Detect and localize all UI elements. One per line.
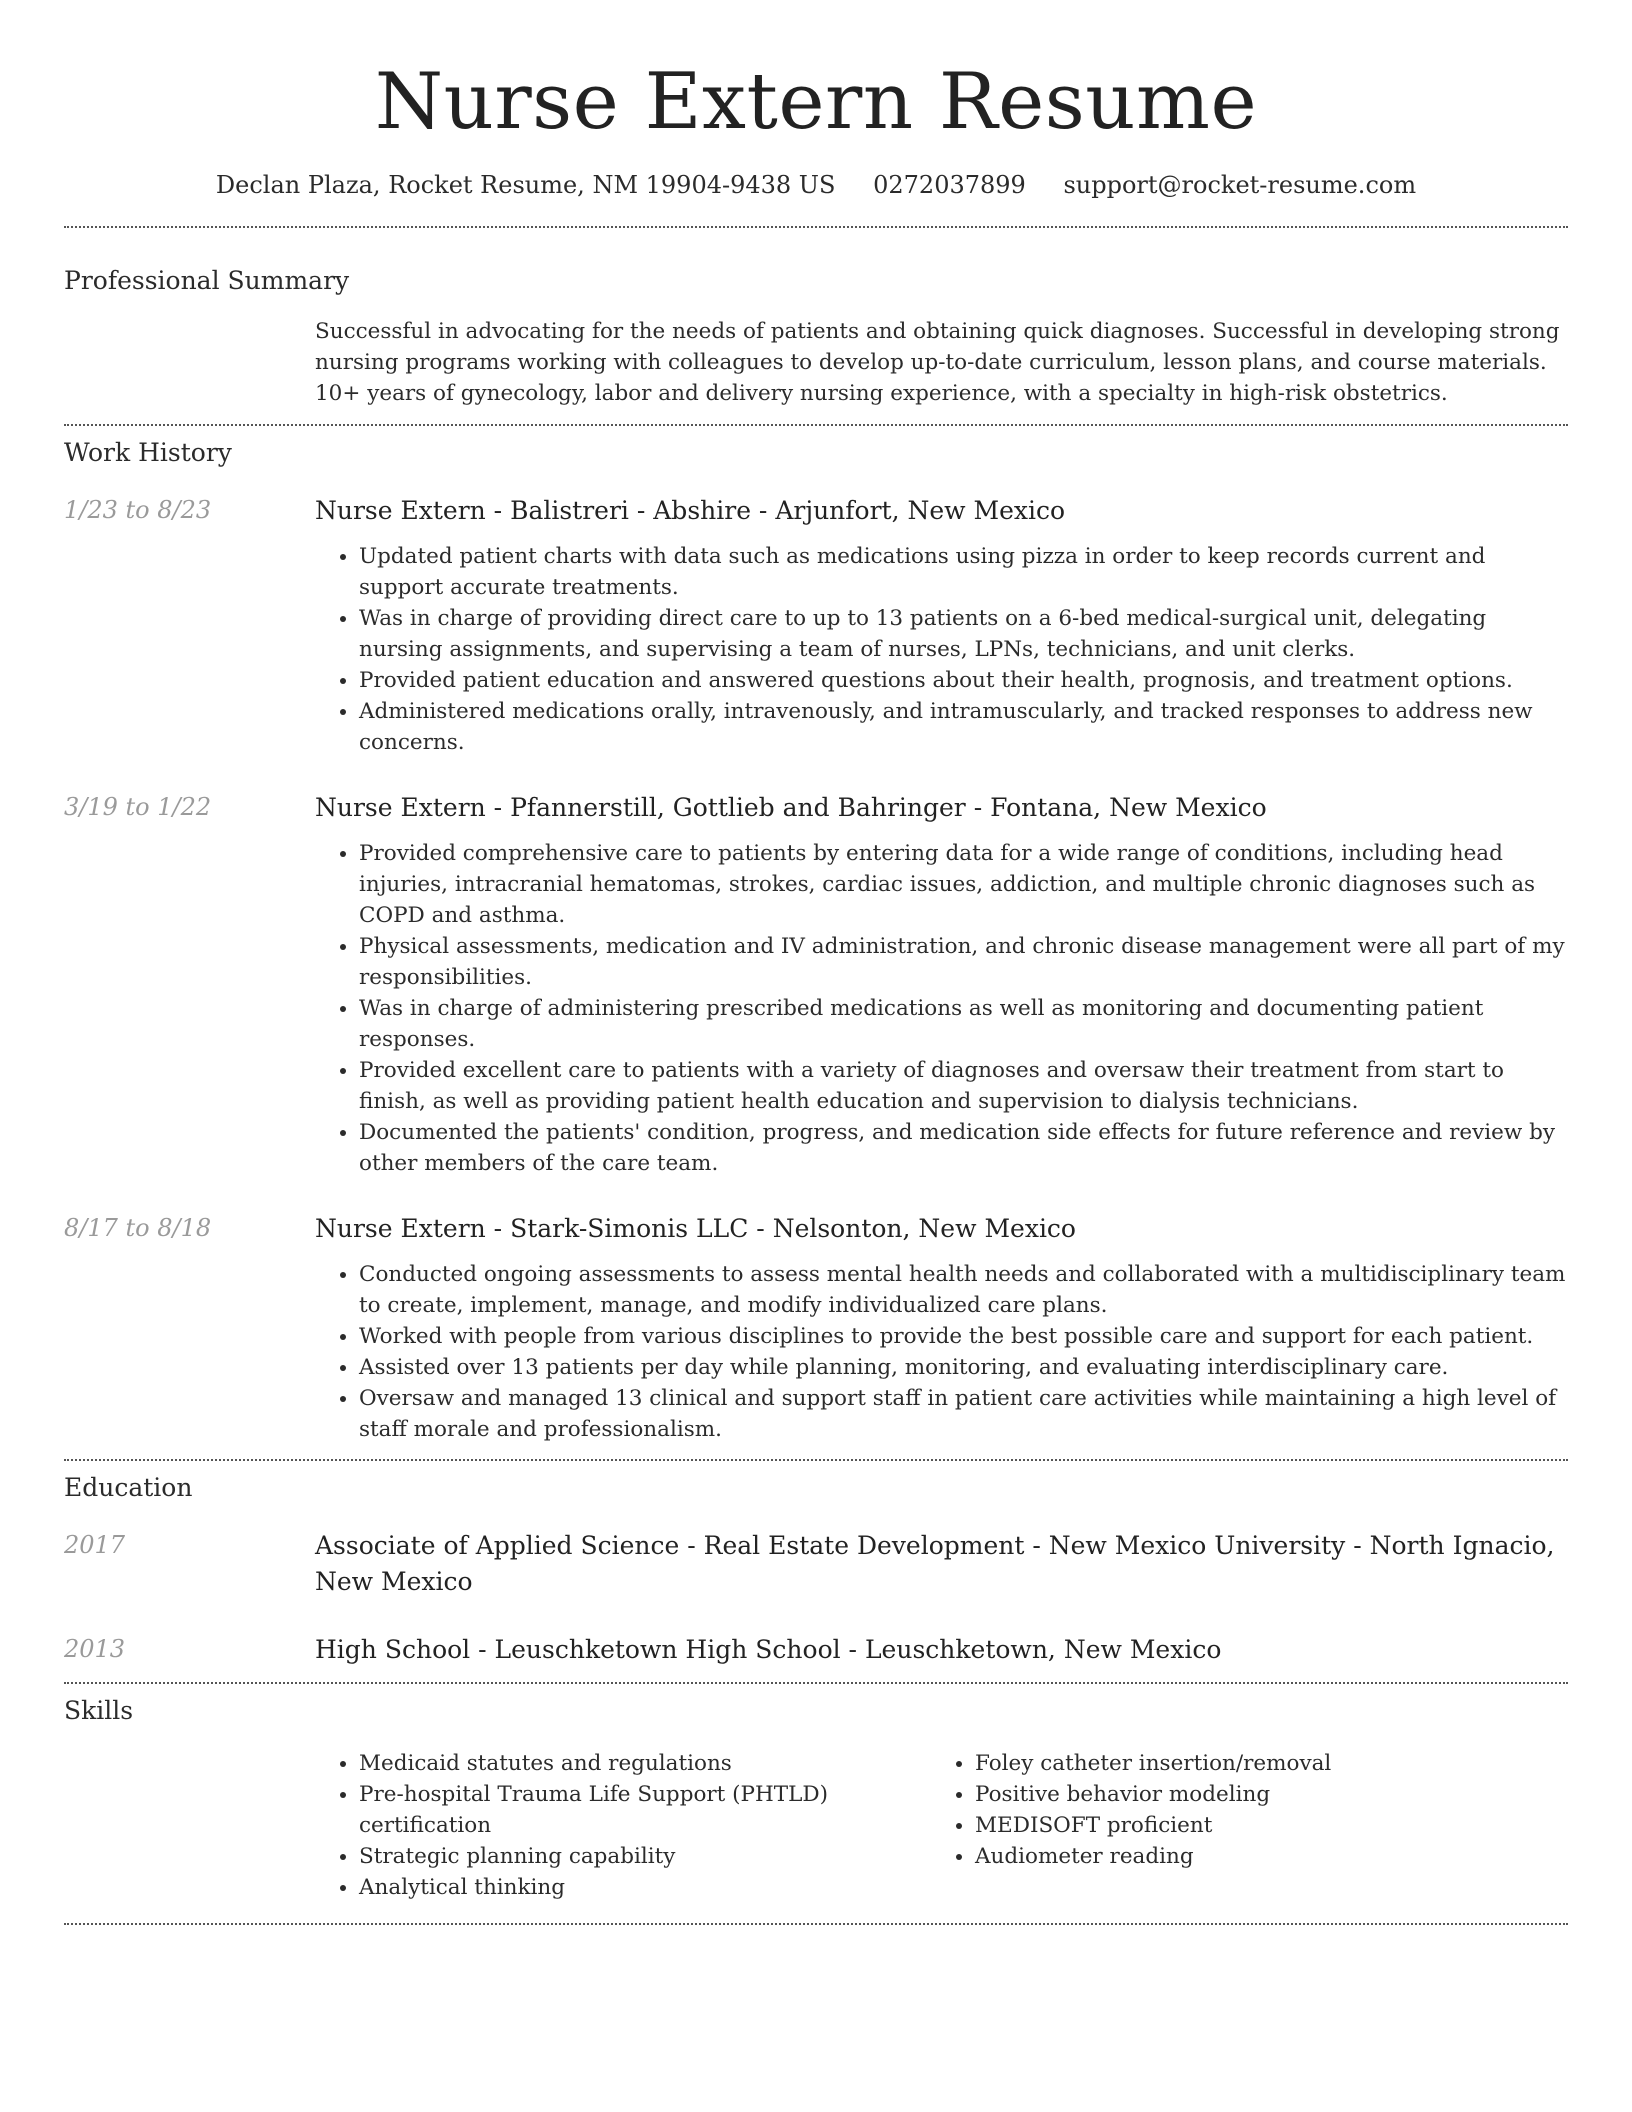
job-heading: Nurse Extern - Pfannerstill, Gottlieb and Bahringer - Fontana, New Mexico <box>315 793 1267 822</box>
contact-email: support@rocket-resume.com <box>1063 171 1417 199</box>
list-item: • Foley catheter insertion/removal <box>975 1748 1547 1779</box>
work-section <box>64 436 1568 1445</box>
contact-line <box>64 168 1568 202</box>
list-item: • Analytical thinking <box>359 1872 931 1903</box>
job-bullets <box>315 838 1568 1179</box>
job-entry <box>64 1211 1568 1445</box>
list-item: • Was in charge of administering prescribed medications as well as monitoring and documenting patient responses. <box>359 993 1568 1055</box>
divider <box>64 1459 1568 1461</box>
list-item: • Oversaw and managed 13 clinical and support staff in patient care activities while maintaining a high level of staff morale and professionalism. <box>359 1383 1568 1445</box>
list-item: • Updated patient charts with data such as medications using pizza in order to keep records current and support accurate treatments. <box>359 541 1568 603</box>
job-heading: Nurse Extern - Stark-Simonis LLC - Nelsonton, New Mexico <box>315 1214 1076 1243</box>
summary-text: Successful in advocating for the needs of patients and obtaining quick diagnoses. Successful in developing strong nursing programs working with colleagues to develop up-to-date curriculum, lesson plans, and course materials. 10+ years of gynecology, labor and delivery nursing experience, with a specialty in high-risk obstetrics. <box>315 319 1560 406</box>
divider <box>64 226 1568 228</box>
list-item: • Medicaid statutes and regulations <box>359 1748 931 1779</box>
job-dates: 8/17 to 8/18 <box>64 1214 212 1242</box>
list-item: • Pre-hospital Trauma Life Support (PHTLD) certification <box>359 1779 931 1841</box>
job-entry <box>64 790 1568 1179</box>
list-item: • Worked with people from various disciplines to provide the best possible care and support for each patient. <box>359 1321 1568 1352</box>
list-item: • Provided patient education and answered questions about their health, prognosis, and treatment options. <box>359 665 1568 696</box>
list-item: • Assisted over 13 patients per day while planning, monitoring, and evaluating interdisciplinary care. <box>359 1352 1568 1383</box>
job-heading: Nurse Extern - Balistreri - Abshire - Arjunfort, New Mexico <box>315 496 1066 525</box>
divider <box>64 1682 1568 1684</box>
list-item: • Physical assessments, medication and IV administration, and chronic disease management were all part of my responsibilities. <box>359 931 1568 993</box>
skills-list <box>315 1748 931 1903</box>
list-item: • Provided excellent care to patients with a variety of diagnoses and oversaw their treatment from start to finish, as well as providing patient health education and supervision to dialysis technicians. <box>359 1055 1568 1117</box>
list-item: • Documented the patients' condition, progress, and medication side effects for future reference and review by other members of the care team. <box>359 1117 1568 1179</box>
divider <box>64 424 1568 426</box>
job-bullets <box>315 541 1568 758</box>
contact-address: Declan Plaza, Rocket Resume, NM 19904-9438 US <box>215 171 836 199</box>
list-item: • Positive behavior modeling <box>975 1779 1547 1810</box>
skills-section <box>64 1694 1568 1903</box>
education-heading: Associate of Applied Science - Real Estate Development - New Mexico University - North Ignacio, New Mexico <box>315 1531 1555 1596</box>
skills-column-1 <box>315 1748 931 1903</box>
education-entry <box>64 1528 1568 1600</box>
job-dates: 3/19 to 1/22 <box>64 793 212 821</box>
list-item: • Was in charge of providing direct care to up to 13 patients on a 6-bed medical-surgical unit, delegating nursing assignments, and supervising a team of nurses, LPNs, technicians, and unit clerks. <box>359 603 1568 665</box>
section-title-skills: Skills <box>64 1696 134 1725</box>
education-entry <box>64 1632 1568 1668</box>
list-item: • Audiometer reading <box>975 1841 1547 1872</box>
list-item: • Strategic planning capability <box>359 1841 931 1872</box>
divider <box>64 1923 1568 1925</box>
job-dates: 1/23 to 8/23 <box>64 496 212 524</box>
contact-phone: 0272037899 <box>873 171 1026 199</box>
job-entry <box>64 493 1568 758</box>
education-year: 2017 <box>64 1531 126 1559</box>
skills-list <box>931 1748 1547 1872</box>
section-title-education: Education <box>64 1473 193 1502</box>
education-heading: High School - Leuschketown High School - Leuschketown, New Mexico <box>315 1635 1222 1664</box>
summary-section <box>64 264 1568 409</box>
list-item: • Provided comprehensive care to patients by entering data for a wide range of conditions, including head injuries, intracranial hematomas, strokes, cardiac issues, addiction, and multiple chronic diagnoses such as COPD and asthma. <box>359 838 1568 931</box>
list-item: • Conducted ongoing assessments to assess mental health needs and collaborated with a multidisciplinary team to create, implement, manage, and modify individualized care plans. <box>359 1259 1568 1321</box>
resume-title: Nurse Extern Resume <box>374 57 1258 147</box>
section-title-work: Work History <box>64 438 232 467</box>
list-item: • MEDISOFT proficient <box>975 1810 1547 1841</box>
list-item: • Administered medications orally, intravenously, and intramuscularly, and tracked responses to address new concerns. <box>359 696 1568 758</box>
job-bullets <box>315 1259 1568 1445</box>
education-year: 2013 <box>64 1635 126 1663</box>
skills-column-2 <box>931 1748 1547 1903</box>
section-title-summary: Professional Summary <box>64 266 350 295</box>
education-section <box>64 1471 1568 1668</box>
